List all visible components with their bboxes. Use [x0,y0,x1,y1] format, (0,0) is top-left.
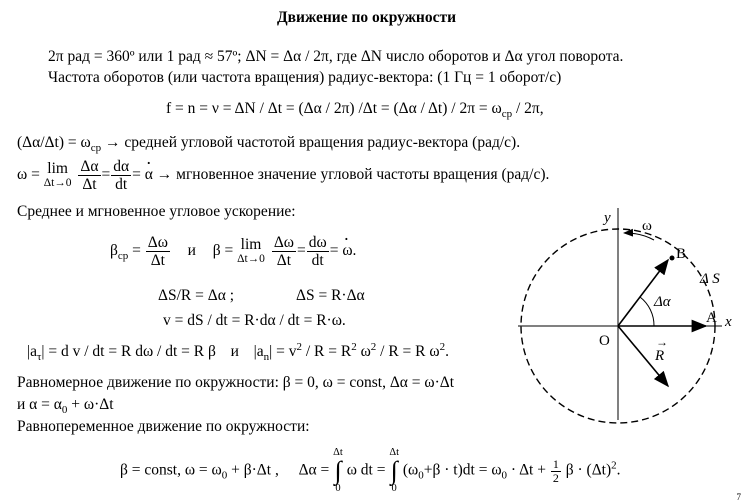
arc-length-label: Δ S [700,271,720,287]
uniform-motion-line-1: Равномерное движение по окружности: β = 0, ω = const, Δα = ω·Δt [17,374,455,391]
angular-acceleration-formulas: $\beta_{ср}$ = $\frac{\Delta\omega}{\Delta t}$ и β = lim Δt→0 $\frac{\Delta\omega}{\Delta t}$ = $\frac{d\omega}{dt}$ = ω ·. [110,234,356,269]
point-A-label: A [706,310,717,326]
angle-arc [640,297,654,326]
fraction-dalpha-dt: $\frac{\Delta\alpha}{\Delta t}$ [80,158,99,193]
page-title: Движение по окружности [277,9,457,26]
limit-operator: lim Δt→0 [43,159,72,189]
origin-label: O [599,333,610,349]
fraction-one-half: $\frac{1}{2}$ [552,456,559,485]
y-axis-label: y [604,210,611,226]
variable-motion-heading: Равнопеременное движение по окружности: [17,418,310,435]
point-B-label: B [676,246,687,262]
average-angular-frequency: $(\Delta\alpha/\Delta t) = \omega_{ср}$ → средней угловой частотой вращения радиус-вектора (рад/с). [17,134,521,155]
page-number: 7 [736,492,741,502]
angle-label: Δα [654,294,671,310]
arc-angle-relation: ΔS/R = Δα ; [158,287,234,304]
frequency-formula: f = n = ν = ΔN / Δt = (Δα / 2π) $/\Delta t = (\Delta\alpha / \Delta t) / 2\pi = \omega_{ср} / 2\pi$, [166,100,544,121]
limit-operator: lim Δt→0 [237,235,265,265]
omega-label: ω [642,218,652,234]
integral-sign: Δt ∫ 0 [333,447,343,494]
radius-to-B [618,260,668,326]
variable-motion-formula: β = const, $\omega = \omega_0 + \beta\cdot\Delta t$ , Δα = Δt ∫ 0 ω dt = Δt ∫ 0 $(\omega_0+\beta \cdot t)dt = \omega_0 \cdot \Delta t$ + $\frac{1}{2}$ $\beta \cdot (\Delta t)^2$. [120,447,621,494]
acceleration-components: $|a_\tau| = d$ v / dt = R dω / dt = R β и $|a_n| = v^2 / R = R^2$ $\omega^2 / R = R$ $\omega^2$. [27,340,449,364]
point-B [670,256,675,261]
intro-line-2: Частота оборотов (или частота вращения) радиус-вектора: (1 Гц = 1 оборот/с) [48,69,562,86]
fraction-domega-dt-2: $\frac{\Delta\omega}{\Delta t}$ [273,234,294,269]
integral-sign-2: Δt ∫ 0 [389,447,400,494]
fraction-dalpha-dt-diff: $\frac{d\alpha}{dt}$ [113,158,130,193]
radius-label: R [655,348,665,364]
intro-line-1: 2π рад = 360º или 1 рад ≈ 57º; ΔN = Δα / 2π, где ΔN число оборотов и Δα угол поворота. [48,48,624,65]
fraction-domega-diff: $\frac{d\omega}{dt}$ [308,234,327,269]
linear-velocity-relation: v = dS / dt = R·dα / dt = R·ω. [163,312,346,329]
arc-length-relation: ΔS = R·Δα [296,287,365,304]
point-A [697,324,702,329]
radius-vector-arrow-mark: → [656,335,668,349]
acceleration-heading: Среднее и мгновенное угловое ускорение: [17,203,296,220]
x-axis-label: x [725,314,732,330]
uniform-motion-line-2: и $\alpha = \alpha_0 + \omega\cdot\Delta t$ [17,396,114,417]
instant-angular-frequency: ω = lim Δt→0 $\frac{\Delta\alpha}{\Delta t}$ = $\frac{d\alpha}{dt}$ = α · → мгновенное значение угловой частоты вращения (рад/с). [17,158,549,193]
fraction-domega-dt: $\frac{\Delta\omega}{\Delta t}$ [147,234,168,269]
circular-motion-diagram [506,198,743,502]
